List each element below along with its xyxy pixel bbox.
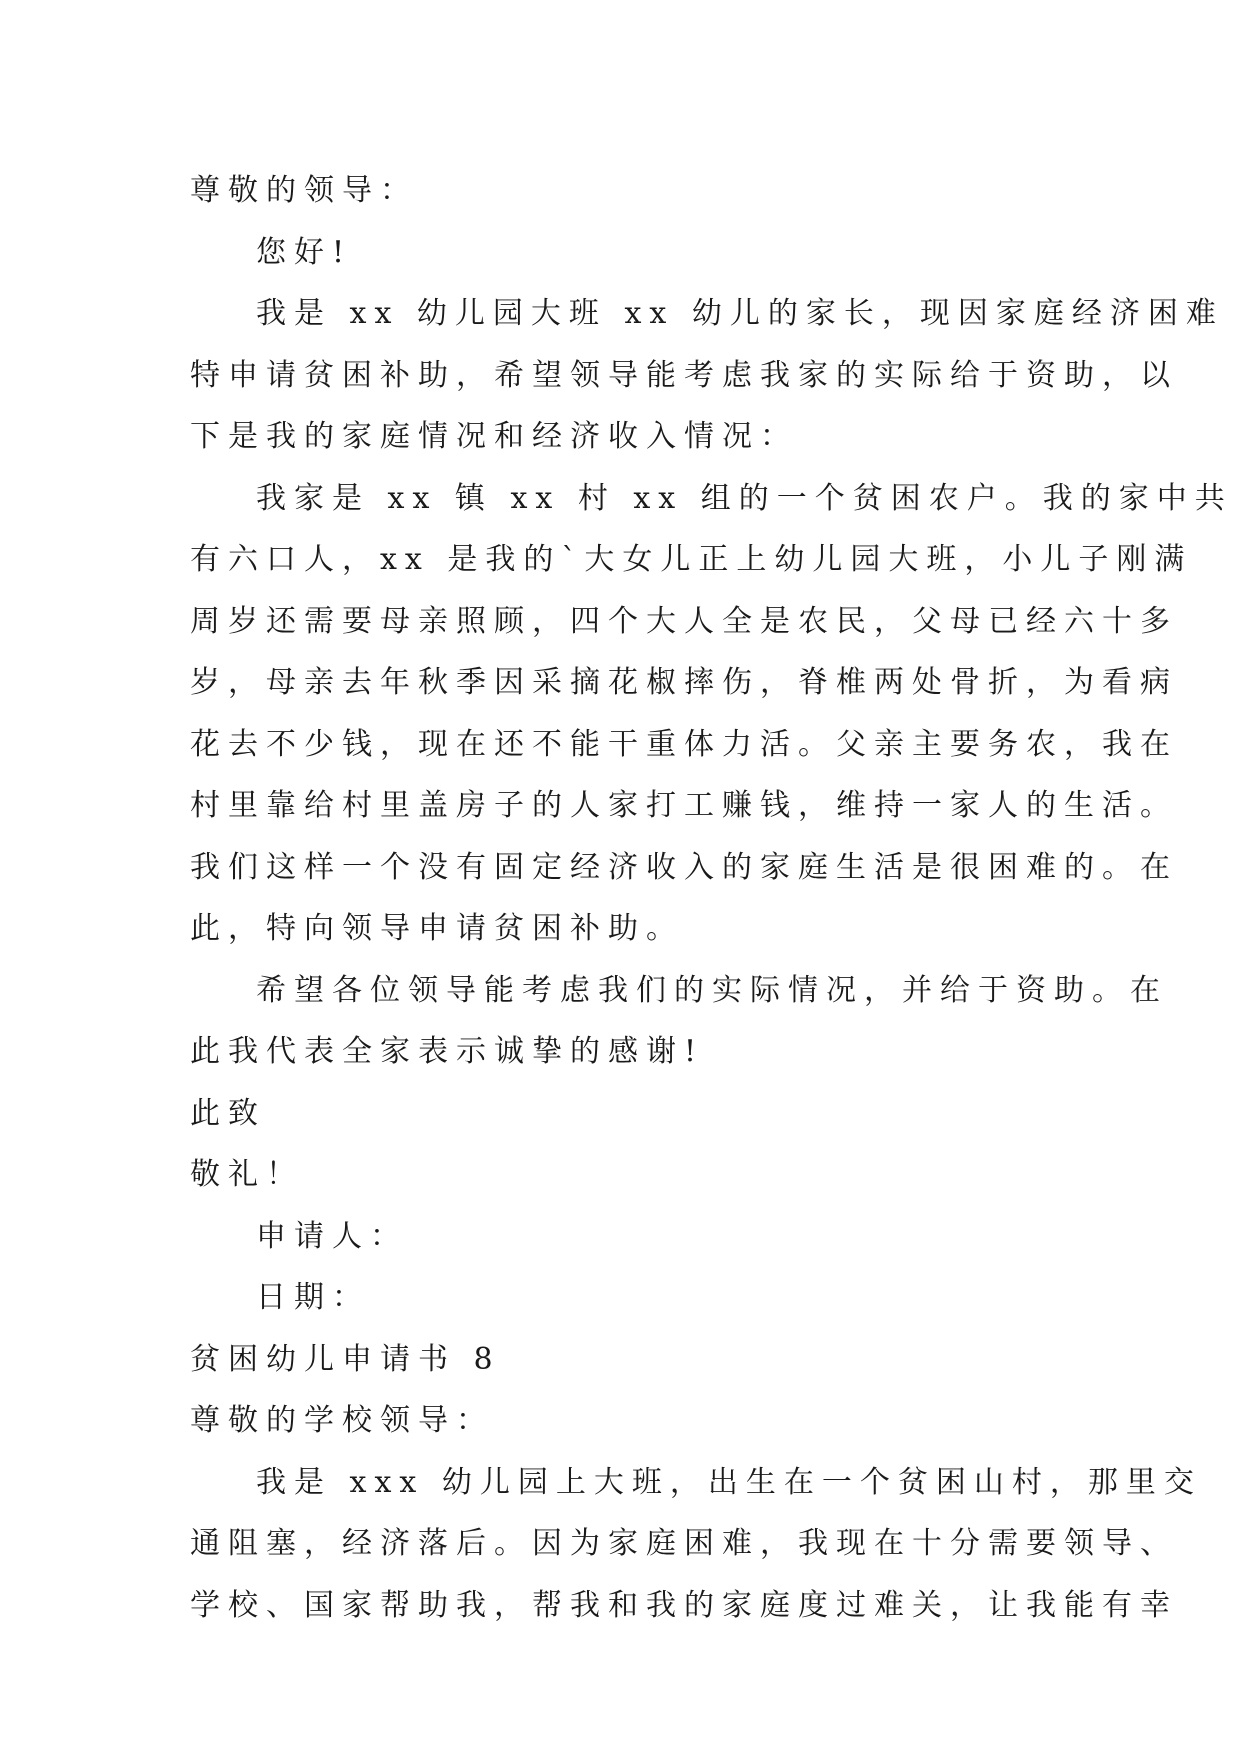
- text-line: 我家是 xx 镇 xx 村 xx 组的一个贫困农户。我的家中共: [256, 480, 1233, 516]
- text-line: 岁，母亲去年秋季因采摘花椒摔伤，脊椎两处骨折，为看病: [190, 665, 1178, 700]
- text-line: 希望各位领导能考虑我们的实际情况，并给于资助。在: [256, 972, 1168, 1008]
- text-line: 敬礼！: [190, 1157, 304, 1192]
- text-line: 我们这样一个没有固定经济收入的家庭生活是很困难的。在: [190, 849, 1178, 885]
- text-line: 此我代表全家表示诚挚的感谢!: [190, 1034, 705, 1069]
- text-line: 下是我的家庭情况和经济收入情况：: [190, 419, 798, 454]
- text-line: 我是 xxx 幼儿园上大班，出生在一个贫困山村，那里交: [256, 1464, 1202, 1500]
- text-line: 此，特向领导申请贫困补助。: [190, 911, 684, 946]
- text-line: 申请人：: [256, 1218, 408, 1254]
- text-line: 日期：: [256, 1280, 370, 1315]
- text-line: 此致: [190, 1095, 266, 1131]
- text-line: 有六口人，xx 是我的`大女儿正上幼儿园大班，小儿子刚满: [190, 542, 1193, 577]
- text-line: 贫困幼儿申请书 8: [190, 1341, 501, 1377]
- text-line: 我是 xx 幼儿园大班 xx 幼儿的家长，现因家庭经济困难: [256, 296, 1224, 331]
- text-line: 学校、国家帮助我，帮我和我的家庭度过难关，让我能有幸: [190, 1587, 1178, 1623]
- text-line: 村里靠给村里盖房子的人家打工赚钱，维持一家人的生活。: [190, 788, 1178, 823]
- text-line: 尊敬的学校领导：: [190, 1403, 494, 1438]
- text-line: 特申请贫困补助，希望领导能考虑我家的实际给于资助，以: [190, 357, 1178, 393]
- text-line: 尊敬的领导：: [190, 173, 418, 208]
- text-line: 通阻塞，经济落后。因为家庭困难，我现在十分需要领导、: [190, 1526, 1178, 1561]
- text-line: 周岁还需要母亲照顾，四个大人全是农民，父母已经六十多: [190, 603, 1178, 639]
- text-line: 花去不少钱，现在还不能干重体力活。父亲主要务农，我在: [190, 726, 1178, 762]
- document-page: [190, 160, 1233, 1636]
- text-line: 您好!: [256, 234, 353, 270]
